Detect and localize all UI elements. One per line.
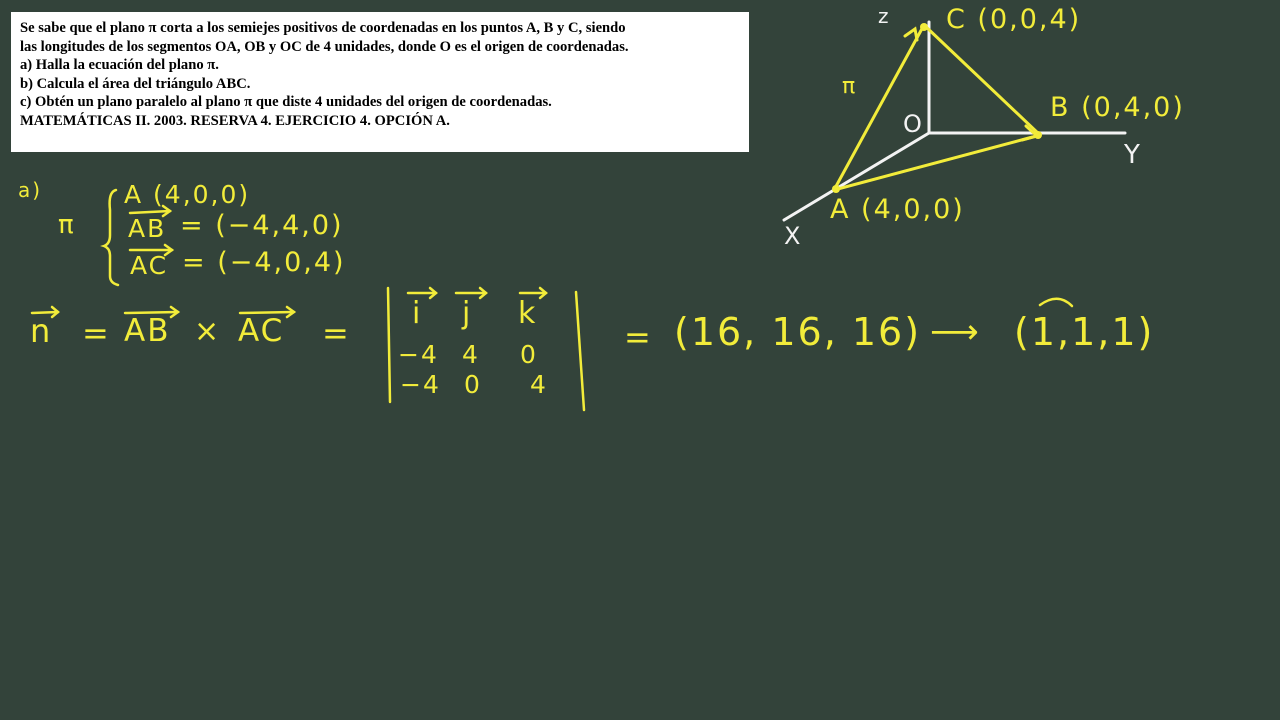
plane-triangle [834, 25, 1040, 190]
cross-ab-label: AB [124, 313, 171, 349]
edge-ab [834, 135, 1040, 190]
simplified-normal: (1,1,1) [1014, 310, 1155, 354]
arrowhead-c [905, 29, 917, 40]
point-a-row: A (4,0,0) [124, 180, 251, 209]
ac-label: AC [130, 251, 169, 280]
det-r1-c1: −4 [398, 340, 439, 369]
ab-value: = (−4,4,0) [180, 210, 344, 241]
problem-line-6: MATEMÁTICAS II. 2003. RESERVA 4. EJERCICIO 4. OPCIÓN A. [20, 112, 450, 129]
cross-symbol: × [194, 314, 222, 349]
normal-vector-label: n [30, 312, 53, 350]
det-j: j [462, 296, 473, 331]
system-brace [104, 190, 118, 285]
ab-top-arrow [130, 211, 170, 213]
det-r1-c2: 4 [462, 340, 480, 369]
det-r1-c3: 0 [520, 340, 538, 369]
det-r2-c1: −4 [400, 370, 441, 399]
problem-line-1: Se sabe que el plano π corta a los semiejes positivos de coordenadas en los puntos A, B y C, siendo [20, 20, 626, 36]
part-a-label: a) [18, 178, 43, 202]
det-r2-c2: 0 [464, 370, 482, 399]
axis-y-label: Y [1124, 140, 1142, 170]
system-pi-label: π [58, 210, 76, 240]
equals-3: = [624, 318, 653, 356]
equals-2: = [322, 314, 351, 352]
origin-label: O [903, 110, 924, 138]
point-a-label: A (4,0,0) [830, 194, 965, 225]
tilde-mark [1040, 299, 1072, 306]
vertex-a [832, 185, 840, 193]
problem-line-2: las longitudes de los segmentos OA, OB y OC de 4 unidades, donde O es el origen de coordenadas. [20, 38, 629, 55]
edge-ca [834, 25, 924, 190]
problem-line-5: c) Obtén un plano paralelo al plano π que diste 4 unidades del origen de coordenadas. [20, 94, 552, 110]
equals-1: = [82, 314, 111, 352]
problem-line-3: a) Halla la ecuación del plano π. [20, 57, 219, 73]
axis-x-label: X [784, 222, 803, 250]
cross-product-result: (16, 16, 16) [674, 310, 922, 354]
cross-ac-label: AC [238, 313, 285, 349]
plane-pi-label: π [842, 74, 858, 99]
vertex-b [1034, 131, 1042, 139]
axis-z-label: z [878, 4, 891, 28]
vertex-c [920, 23, 928, 31]
implies-arrow: ⟶ [930, 312, 981, 352]
problem-line-4: b) Calcula el área del triángulo ABC. [20, 75, 251, 92]
point-b-label: B (0,4,0) [1050, 92, 1185, 123]
point-c-label: C (0,0,4) [946, 4, 1082, 35]
det-i: i [412, 296, 423, 331]
edge-cb [924, 25, 1040, 135]
det-r2-c3: 4 [530, 370, 548, 399]
det-k: k [518, 296, 538, 331]
ac-value: = (−4,0,4) [182, 247, 346, 278]
ab-label: AB [128, 214, 167, 243]
